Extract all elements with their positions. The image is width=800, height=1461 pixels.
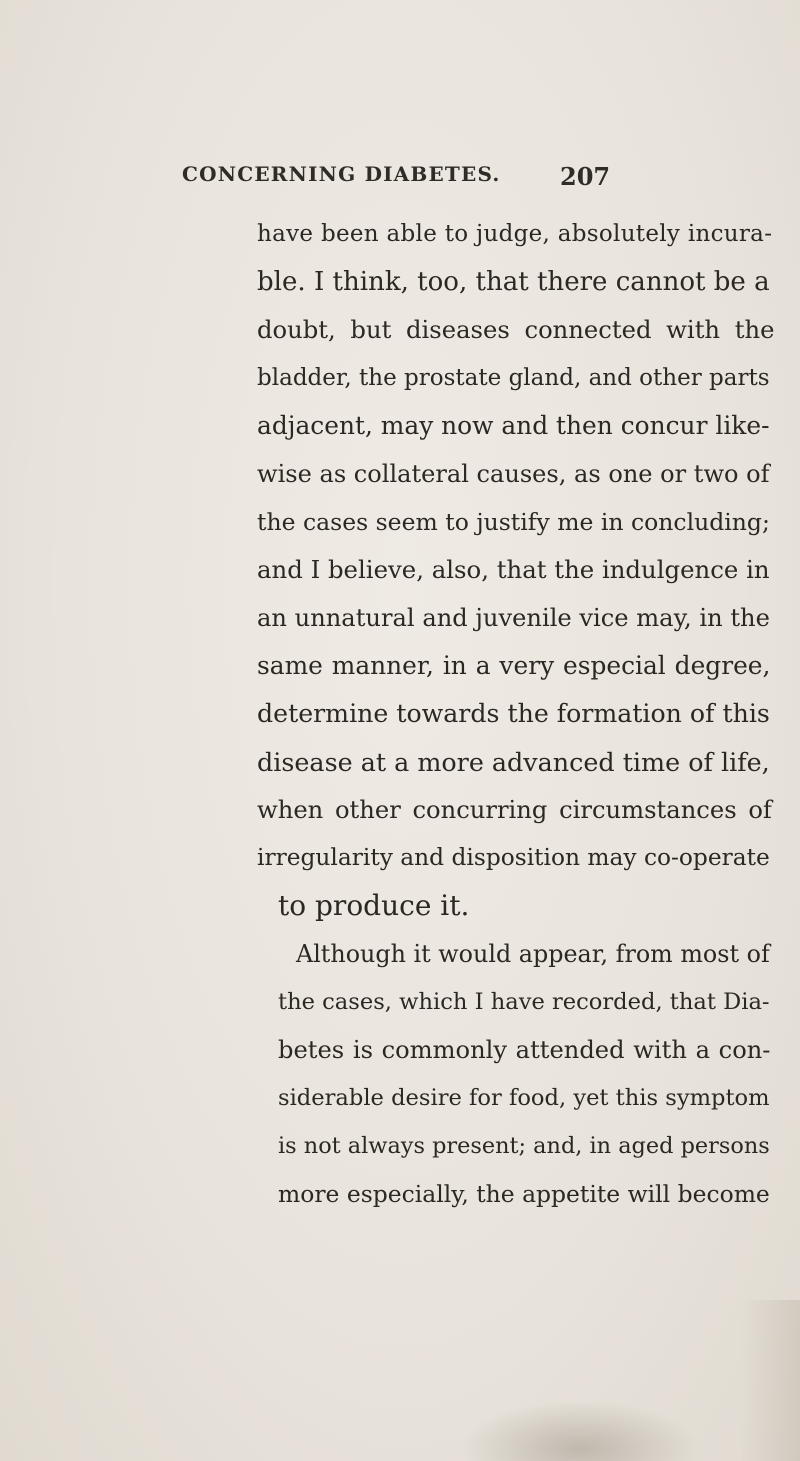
text-line: the cases seem to justify me in concluding; bbox=[257, 508, 770, 536]
text-line: betes is commonly attended with a con- bbox=[278, 1036, 771, 1064]
text-line: same manner, in a very especial degree, bbox=[257, 651, 771, 680]
text-line: when other concurring circumstances of bbox=[257, 796, 772, 824]
text-line: more especially, the appetite will become bbox=[278, 1180, 770, 1208]
text-line: have been able to judge, absolutely incura- bbox=[257, 221, 773, 247]
text-line: adjacent, may now and then concur like- bbox=[257, 411, 770, 440]
page-edge-shadow bbox=[740, 1300, 800, 1461]
text-line: an unnatural and juvenile vice may, in the bbox=[257, 604, 770, 632]
text-line: ble. I think, too, that there cannot be a bbox=[257, 267, 770, 297]
text-line: disease at a more advanced time of life, bbox=[257, 747, 770, 777]
text-line: to produce it. bbox=[278, 889, 470, 922]
text-line: irregularity and disposition may co-operate bbox=[257, 844, 770, 871]
scan-smudge bbox=[460, 1400, 700, 1461]
running-title: CONCERNING DIABETES. bbox=[182, 162, 501, 186]
text-line: and I believe, also, that the indulgence in bbox=[257, 555, 770, 584]
text-line: siderable desire for food, yet this symptom bbox=[278, 1085, 770, 1111]
text-line: is not always present; and, in aged persons bbox=[278, 1133, 770, 1159]
text-line: bladder, the prostate gland, and other parts bbox=[257, 365, 770, 391]
text-line: determine towards the formation of this bbox=[257, 699, 770, 728]
text-line: the cases, which I have recorded, that Dia- bbox=[278, 989, 770, 1015]
text-line: wise as collateral causes, as one or two of bbox=[257, 460, 770, 488]
text-line: doubt, but diseases connected with the bbox=[257, 315, 775, 344]
page-header bbox=[182, 162, 622, 198]
text-line: Although it would appear, from most of bbox=[296, 940, 770, 968]
page-number: 207 bbox=[560, 162, 611, 191]
